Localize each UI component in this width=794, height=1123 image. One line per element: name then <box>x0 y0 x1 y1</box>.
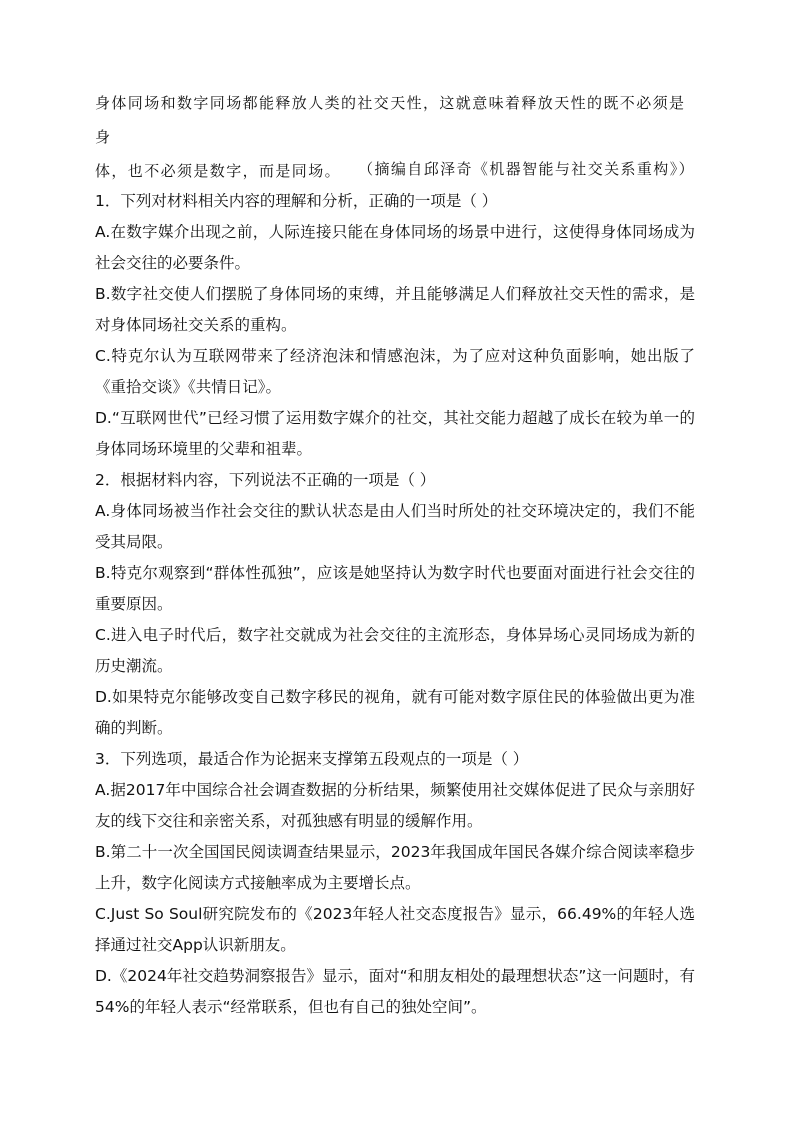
option-d: D.《2024年社交趋势洞察报告》显示，面对“和朋友相处的最理想状态”这一问题时，有54%的年轻人表示“经常联系，但也有自己的独处空间”。 <box>95 967 695 1016</box>
question-list <box>95 186 695 1023</box>
question-stem: 3．下列选项，最适合作为论据来支撑第五段观点的一项是（ ） <box>95 750 529 768</box>
option-d: D.“互联网世代”已经习惯了运用数字媒介的社交，其社交能力超越了成长在较为单一的身体同场环境里的父辈和祖辈。 <box>95 409 695 458</box>
option-a: A.据2017年中国综合社会调查数据的分析结果，频繁使用社交媒体促进了民众与亲朋好友的线下交往和亲密关系，对孤独感有明显的缓解作用。 <box>95 781 695 830</box>
option-c: C.特克尔认为互联网带来了经济泡沫和情感泡沫，为了应对这种负面影响，她出版了《重拾交谈》《共情日记》。 <box>95 347 695 396</box>
question-2 <box>95 465 695 744</box>
option-a: A.身体同场被当作社会交往的默认状态是由人们当时所处的社交环境决定的，我们不能受其局限。 <box>95 502 695 551</box>
option-b: B.特克尔观察到“群体性孤独”，应该是她坚持认为数字时代也要面对面进行社会交往的重要原因。 <box>95 564 695 613</box>
option-d: D.如果特克尔能够改变自己数字移民的视角，就有可能对数字原住民的体验做出更为准确的判断。 <box>95 688 695 737</box>
question-stem: 1．下列对材料相关内容的理解和分析，正确的一项是（ ） <box>95 192 498 210</box>
passage-line-1: 身体同场和数字同场都能释放人类的社交天性，这就意味着释放天性的既不必须是身 <box>95 94 686 146</box>
passage-source: （摘编自邱泽奇《机器智能与社交关系重构》） <box>358 160 695 178</box>
option-c: C.进入电子时代后，数字社交就成为社会交往的主流形态，身体异场心灵同场成为新的历史潮流。 <box>95 626 695 675</box>
option-b: B.数字社交使人们摆脱了身体同场的束缚，并且能够满足人们释放社交天性的需求，是对身体同场社交关系的重构。 <box>95 285 695 334</box>
question-3 <box>95 744 695 1023</box>
question-stem: 2．根据材料内容，下列说法不正确的一项是（ ） <box>95 471 436 489</box>
option-a: A.在数字媒介出现之前，人际连接只能在身体同场的场景中进行，这使得身体同场成为社会交往的必要条件。 <box>95 223 695 272</box>
question-1 <box>95 186 695 465</box>
option-b: B.第二十一次全国国民阅读调查结果显示，2023年我国成年国民各媒介综合阅读率稳步上升，数字化阅读方式接触率成为主要增长点。 <box>95 843 695 892</box>
passage-line-2: 体，也不必须是数字，而是同场。 <box>95 162 342 180</box>
option-c: C.Just So Soul研究院发布的《2023年轻人社交态度报告》显示，66.49%的年轻人选择通过社交App认识新朋友。 <box>95 905 695 954</box>
